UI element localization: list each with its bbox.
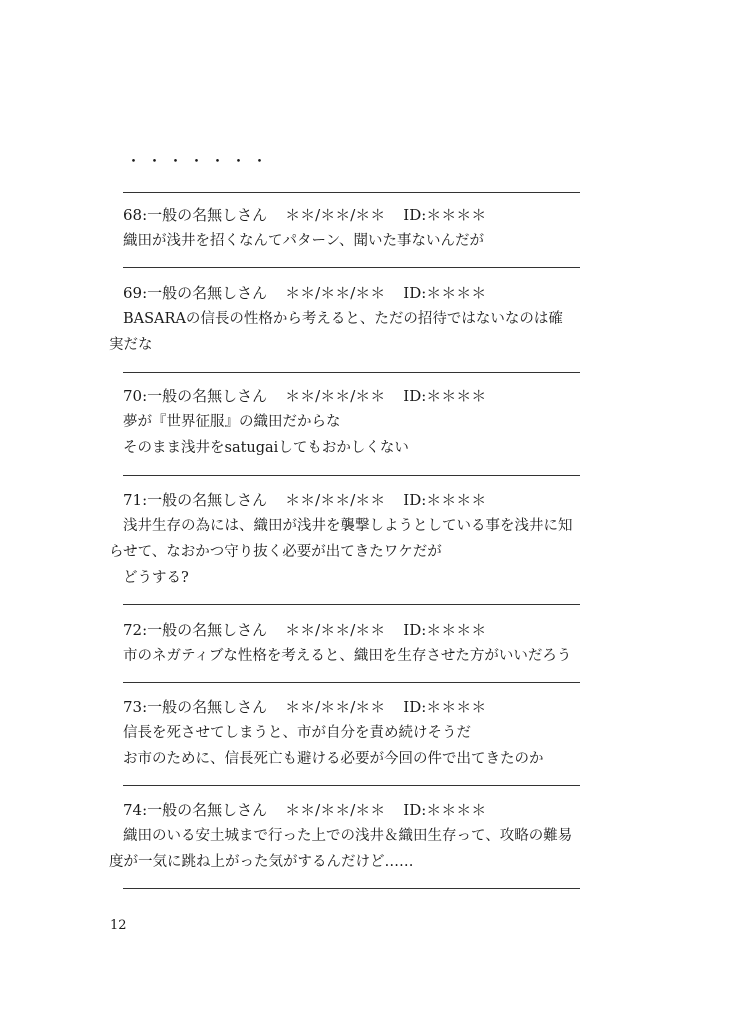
post-number: 72: <box>123 621 148 639</box>
post-id: ID:＊＊＊＊ <box>403 698 487 716</box>
post-date: ＊＊/＊＊/＊＊ <box>285 491 386 509</box>
post-body-line: そのまま浅井をsatugaiしてもおかしくない <box>123 440 409 456</box>
post-body-line: 浅井生存の為には、織田が浅井を襲撃しようとしている事を浅井に知 <box>123 518 573 534</box>
divider <box>123 682 580 683</box>
post-header <box>123 386 486 406</box>
divider <box>123 888 580 889</box>
post-id: ID:＊＊＊＊ <box>403 621 487 639</box>
divider <box>123 372 580 373</box>
post-date: ＊＊/＊＊/＊＊ <box>285 698 386 716</box>
post-body-line: 信長を死させてしまうと、市が自分を責め続けそうだ <box>123 725 471 741</box>
post-body-line: お市のために、信長死亡も避ける必要が今回の件で出てきたのか <box>123 751 544 767</box>
post-header <box>123 205 486 225</box>
post-number: 74: <box>123 801 148 819</box>
post-author: 一般の名無しさん <box>147 801 268 819</box>
page-number: 12 <box>110 918 127 933</box>
post-author: 一般の名無しさん <box>147 698 268 716</box>
post-author: 一般の名無しさん <box>147 621 268 639</box>
divider <box>123 475 580 476</box>
ellipsis-dots: ・・・・・・・ <box>126 152 274 170</box>
post-id: ID:＊＊＊＊ <box>403 284 487 302</box>
post-header <box>123 800 486 820</box>
post-header <box>123 620 486 640</box>
post-body-line: らせて、なおかつ守り抜く必要が出てきたワケだが <box>109 544 442 560</box>
divider <box>123 785 580 786</box>
post-author: 一般の名無しさん <box>147 284 268 302</box>
post-id: ID:＊＊＊＊ <box>403 491 487 509</box>
post-author: 一般の名無しさん <box>147 491 268 509</box>
post-id: ID:＊＊＊＊ <box>403 206 487 224</box>
post-author: 一般の名無しさん <box>147 206 268 224</box>
post-number: 69: <box>123 284 148 302</box>
post-header <box>123 490 486 510</box>
post-number: 70: <box>123 387 148 405</box>
post-date: ＊＊/＊＊/＊＊ <box>285 206 386 224</box>
post-author: 一般の名無しさん <box>147 387 268 405</box>
post-number: 68: <box>123 206 148 224</box>
post-body-line: 度が一気に跳ね上がった気がするんだけど…… <box>109 854 414 870</box>
post-number: 71: <box>123 491 148 509</box>
post-number: 73: <box>123 698 148 716</box>
post-date: ＊＊/＊＊/＊＊ <box>285 621 386 639</box>
post-date: ＊＊/＊＊/＊＊ <box>285 387 386 405</box>
divider <box>123 267 580 268</box>
post-body-line: BASARAの信長の性格から考えると、ただの招待ではないなのは確 <box>123 311 563 327</box>
post-body-line: 織田が浅井を招くなんてパターン、聞いた事ないんだが <box>123 233 485 249</box>
post-date: ＊＊/＊＊/＊＊ <box>285 801 386 819</box>
post-body-line: 織田のいる安土城まで行った上での浅井＆織田生存って、攻略の難易 <box>123 828 573 844</box>
divider <box>123 192 580 193</box>
post-body-line: どうする? <box>123 570 189 586</box>
post-body-line: 実だな <box>109 337 153 353</box>
post-body-line: 市のネガティブな性格を考えると、織田を生存させた方がいいだろう <box>123 648 572 664</box>
post-body-line: 夢が『世界征服』の織田だからな <box>123 414 341 430</box>
post-date: ＊＊/＊＊/＊＊ <box>285 284 386 302</box>
post-id: ID:＊＊＊＊ <box>403 387 487 405</box>
post-header <box>123 697 486 717</box>
divider <box>123 604 580 605</box>
post-id: ID:＊＊＊＊ <box>403 801 487 819</box>
post-header <box>123 283 486 303</box>
